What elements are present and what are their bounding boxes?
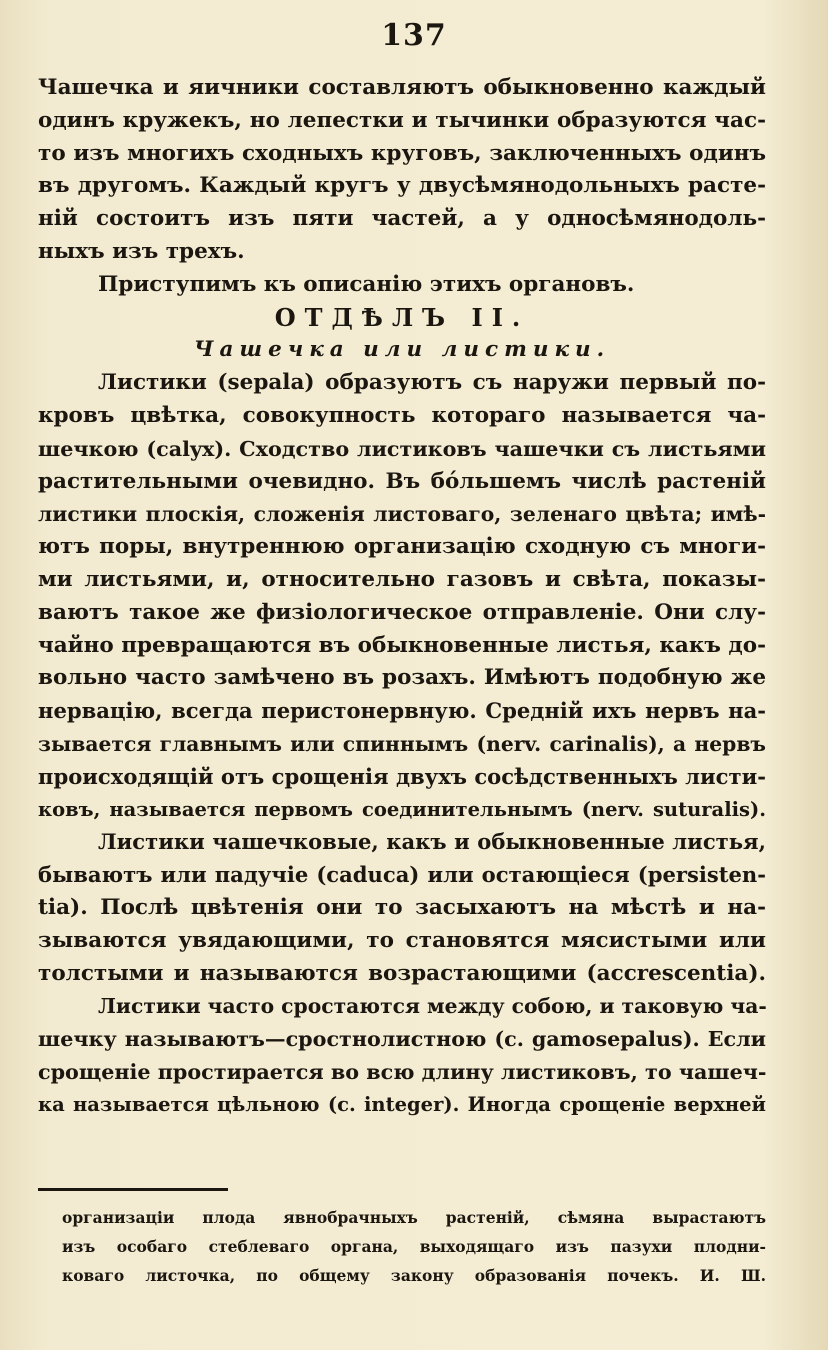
- text-line: Чашечка и яичники составляютъ обыкновенно каждый: [38, 75, 766, 100]
- footnote-line: коваго листочка, по общему закону образованія почекъ. И. Ш.: [62, 1266, 766, 1285]
- text-line: толстыми и называются возрастающими (accrescentia).: [38, 960, 766, 986]
- text-line: Листики часто сростаются между собою, и таковую ча-: [98, 994, 767, 1019]
- footnote-divider: [38, 1188, 228, 1191]
- text-line: Листики (sepala) образуютъ съ наружи первый по-: [98, 370, 766, 396]
- text-line: шечку называютъ—сростнолистною (c. gamosepalus). Если: [38, 1027, 766, 1052]
- text-line: ютъ поры, внутреннюю организацію сходную съ многи-: [38, 534, 766, 560]
- text-line: ка называется цѣльною (c. integer). Иногда срощеніе верхней: [38, 1092, 766, 1116]
- text-line: растительными очевидно. Въ бо́льшемъ числѣ растеній: [38, 468, 766, 494]
- text-line: зываются увядающими, то становятся мясистыми или: [38, 927, 766, 953]
- main-text: [38, 72, 766, 1122]
- text-line: кровъ цвѣтка, совокупность котораго называется ча-: [38, 402, 766, 428]
- text-line: ній состоитъ изъ пяти частей, а у односѣмянодоль-: [38, 206, 766, 232]
- text-line: происходящій отъ срощенія двухъ сосѣдственныхъ листи-: [38, 763, 766, 789]
- section-heading: ОТДѢЛЪ II.: [274, 302, 530, 332]
- footnote-line: организаціи плода явнобрачныхъ растеній, сѣмяна вырастаютъ: [62, 1208, 766, 1227]
- text-line: ваютъ такое же физіологическое отправленіе. Они слу-: [38, 599, 766, 625]
- text-line: Листики чашечковые, какъ и обыкновенные листья,: [98, 829, 766, 855]
- text-line: листики плоскія, сложенія листоваго, зеленаго цвѣта; имѣ-: [38, 502, 766, 527]
- text-line: бываютъ или падучіе (caduca) или остающіеся (persisten-: [38, 862, 766, 888]
- footnote-line: изъ особаго стеблеваго органа, выходящаго изъ пазухи плодни-: [62, 1237, 766, 1256]
- text-line: срощеніе простирается во всю длину листиковъ, то чашеч-: [38, 1059, 767, 1084]
- text-line: чайно превращаются въ обыкновенные листья, какъ до-: [38, 632, 766, 658]
- text-line: tia). Послѣ цвѣтенія они то засыхаютъ на мѣстѣ и на-: [38, 894, 766, 920]
- text-line: ковъ, называется первомъ соединительнымъ (nerv. suturalis).: [38, 797, 766, 821]
- page-number: 137: [381, 18, 447, 53]
- text-line: въ другомъ. Каждый кругъ у двусѣмянодольныхъ расте-: [38, 173, 766, 199]
- text-line: зывается главнымъ или спиннымъ (nerv. carinalis), а нервъ: [38, 731, 766, 756]
- text-line: шечкою (calyx). Сходство листиковъ чашечки съ листьями: [38, 436, 766, 461]
- text-line: одинъ кружекъ, но лепестки и тычинки образуются час-: [38, 107, 766, 133]
- text-line: нервацію, всегда перистонервную. Средній ихъ нервъ на-: [38, 698, 766, 724]
- text-line: то изъ многихъ сходныхъ круговъ, заключенныхъ одинъ: [38, 140, 766, 166]
- text-line: вольно часто замѣчено въ розахъ. Имѣютъ подобную же: [38, 665, 766, 691]
- text-line: ми листьями, и, относительно газовъ и свѣта, показы-: [38, 566, 766, 592]
- text-line: Приступимъ къ описанію этихъ органовъ.: [98, 271, 635, 297]
- text-line: ныхъ изъ трехъ.: [38, 238, 245, 264]
- section-subheading: Чашечка или листики.: [193, 337, 611, 363]
- footnote: [62, 1203, 766, 1290]
